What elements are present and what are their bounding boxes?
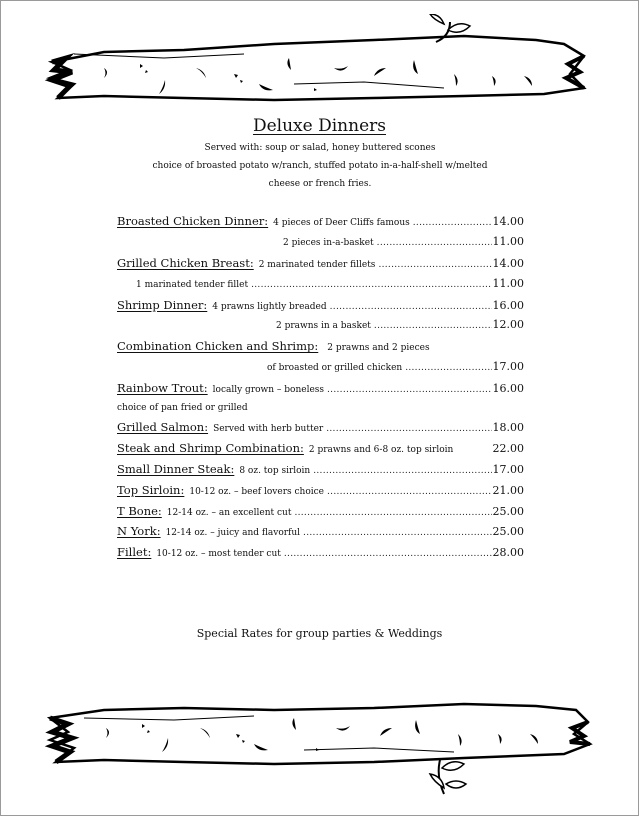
menu-item-price: 21.00 — [492, 483, 524, 497]
menu-item-name: Combination Chicken and Shrimp: — [117, 339, 319, 354]
menu-item-price: 16.00 — [492, 298, 524, 312]
menu-item — [117, 438, 524, 459]
menu-item — [117, 315, 524, 336]
menu-item — [117, 501, 524, 522]
menu-item-desc: 2 prawns and 2 pieces — [327, 343, 430, 354]
menu-item-price: 14.00 — [492, 256, 524, 270]
menu-item-name: Top Sirloin: — [117, 482, 185, 497]
menu-item-name: Small Dinner Steak: — [117, 461, 235, 476]
menu-item-name: Broasted Chicken Dinner: — [117, 214, 269, 228]
menu-item-name: Grilled Chicken Breast: — [117, 255, 254, 270]
menu-list — [117, 211, 524, 563]
intro-line: cheese or french fries. — [268, 179, 372, 189]
menu-item-price: 17.00 — [492, 462, 524, 476]
dot-leader — [284, 544, 492, 565]
menu-item-price: 28.00 — [492, 546, 524, 560]
menu-item-price: 18.00 — [492, 421, 524, 435]
menu-item-price: 11.00 — [492, 276, 524, 290]
birch-branch-bottom-illustration — [44, 688, 594, 800]
menu-item — [117, 211, 524, 232]
menu-item — [117, 232, 524, 253]
menu-item-desc: 10-12 oz. – most tender cut — [156, 549, 281, 560]
menu-item-price: 22.00 — [492, 441, 524, 455]
menu-item — [117, 295, 524, 316]
dot-leader — [378, 255, 491, 276]
menu-item — [117, 480, 524, 501]
menu-item-desc: 2 prawns and 6-8 oz. top sirloin — [308, 444, 454, 455]
intro-line: Served with: soup or salad, honey buttered scones — [204, 143, 436, 153]
intro-line: choice of broasted potato w/ranch, stuffed potato in-a-half-shell w/melted — [152, 161, 488, 171]
birch-branch-top-illustration — [44, 14, 594, 114]
menu-item-desc: 10-12 oz. – beef lovers choice — [189, 486, 324, 497]
menu-item-price: 12.00 — [492, 318, 524, 332]
menu-item — [117, 459, 524, 480]
menu-item — [117, 521, 524, 542]
dot-leader — [327, 482, 492, 503]
menu-item-price: 11.00 — [492, 234, 524, 248]
menu-item-price: 25.00 — [492, 525, 524, 539]
menu-item — [117, 378, 524, 399]
page-title: Deluxe Dinners — [252, 116, 386, 136]
dot-leader — [374, 316, 492, 337]
dot-leader — [330, 297, 492, 318]
menu-item-name: Shrimp Dinner: — [117, 297, 208, 312]
menu-item — [117, 542, 524, 563]
menu-item-desc: choice of pan fried or grilled — [117, 403, 248, 414]
dot-leader — [377, 233, 492, 254]
dot-leader — [313, 461, 491, 482]
menu-item-desc: 4 prawns lightly breaded — [212, 301, 327, 312]
dot-leader — [327, 380, 491, 401]
menu-item-desc: 4 pieces of Deer Cliffs famous — [273, 218, 410, 228]
menu-item-name: N York: — [117, 524, 161, 539]
menu-item-name: Grilled Salmon: — [117, 420, 209, 435]
dot-leader — [326, 419, 491, 440]
menu-item-desc: 8 oz. top sirloin — [239, 465, 311, 476]
menu-item-name: Rainbow Trout: — [117, 381, 208, 396]
dot-leader — [303, 523, 491, 544]
menu-item-desc: Served with herb butter — [213, 424, 324, 435]
menu-item-price: 17.00 — [492, 360, 524, 374]
menu-item-desc: of broasted or grilled chicken — [267, 363, 403, 374]
dot-leader — [405, 358, 491, 379]
menu-item-desc: 2 marinated tender fillets — [258, 259, 376, 270]
special-rates-note: Special Rates for group parties & Weddings — [196, 627, 443, 640]
menu-item — [117, 336, 524, 357]
menu-item-name: Steak and Shrimp Combination: — [117, 440, 304, 455]
menu-item-desc: 2 prawns in a basket — [276, 321, 371, 332]
menu-item-name: Fillet: — [117, 545, 152, 560]
menu-item-desc: locally grown – boneless — [212, 385, 325, 396]
menu-item-desc: 1 marinated tender fillet — [136, 279, 249, 290]
menu-item — [117, 357, 524, 378]
menu-item-price: 14.00 — [492, 215, 524, 228]
menu-item-desc: 12-14 oz. – juicy and flavorful — [165, 528, 301, 539]
menu-item — [117, 399, 524, 417]
dot-leader — [413, 213, 492, 234]
served-with-intro — [90, 139, 550, 193]
menu-item — [117, 417, 524, 438]
menu-item — [117, 253, 524, 274]
dot-leader — [251, 275, 491, 296]
menu-item-desc: 12-14 oz. – an excellent cut — [166, 507, 292, 518]
menu-item — [117, 274, 524, 295]
menu-item-name: T Bone: — [117, 503, 162, 518]
menu-item-price: 16.00 — [492, 382, 524, 396]
menu-item-price: 25.00 — [492, 504, 524, 518]
menu-item-desc: 2 pieces in-a-basket — [283, 237, 374, 248]
dot-leader — [294, 503, 491, 524]
